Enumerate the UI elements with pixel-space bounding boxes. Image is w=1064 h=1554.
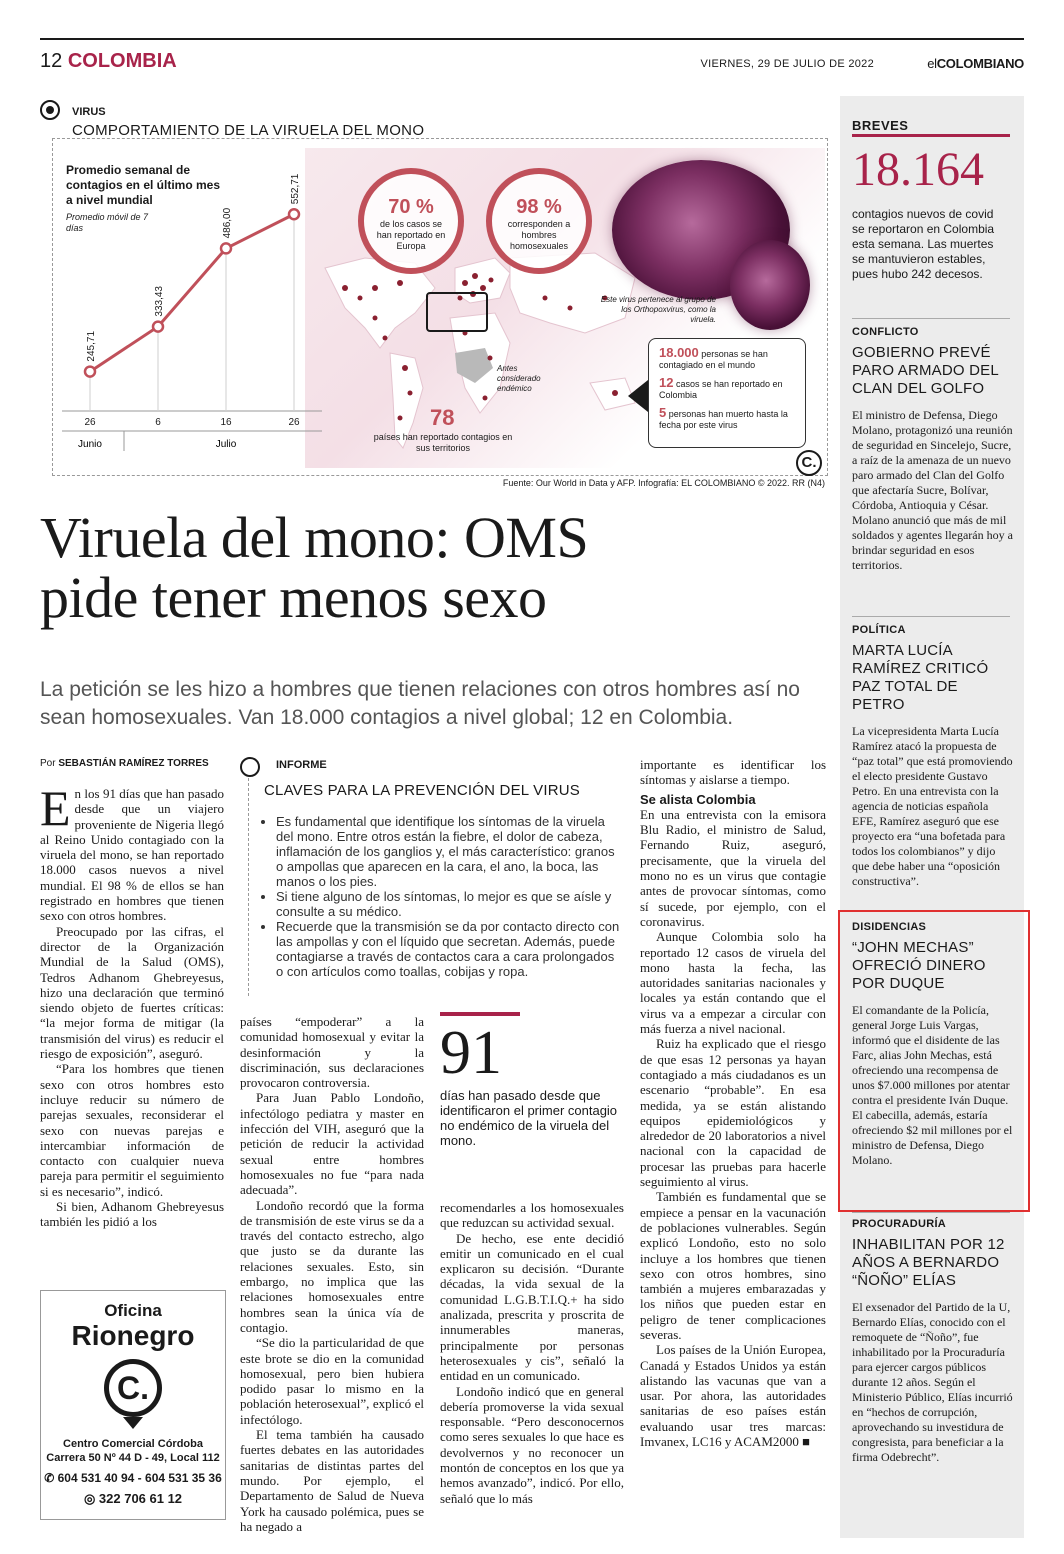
- article-column-1: [40, 780, 224, 1230]
- subheading: Se alista Colombia: [640, 791, 756, 807]
- page-section: [40, 50, 177, 73]
- sidebar-item-politica: [852, 624, 1014, 889]
- pullquote-text: días han pasado desde que identificaron el primer contagio no endémico de la viruela del mono.: [440, 1088, 618, 1148]
- sidebar-item-conflicto: [852, 326, 1014, 573]
- homosexual-percent-text: corresponden a hombres homosexuales: [507, 219, 571, 251]
- europe-percent-text: de los casos se han reportado en Europa: [376, 219, 446, 251]
- ad-line-1: Oficina: [104, 1301, 162, 1320]
- stat-deaths-value: 5: [659, 405, 667, 420]
- chart-subtitle: Promedio móvil de 7 días: [66, 212, 149, 233]
- breves-bar: [852, 134, 1010, 137]
- informe-label: INFORME: [276, 759, 327, 771]
- pullquote-bar: [440, 1012, 520, 1016]
- paragraph: Londoño recordó que la forma de transmisión de este virus se da a través del contacto estrecho, algo que justo se da durante las relaciones sexuales. Esto, sin embargo, no implica que las relaciones homosexuales entre hombres sean la única vía de contagio.: [240, 1197, 424, 1335]
- homosexual-percent-circle: [486, 168, 592, 274]
- stat-colombia: [659, 377, 795, 401]
- issue-date: VIERNES, 29 DE JULIO DE 2022: [700, 58, 874, 70]
- paragraph: Ruiz ha explicado que el riesgo de que esas 12 personas ya hayan contagiado a más ciudadanos es un escenario “probable”. En esa medida, ya se están alistando equipos epidemiológicos y alrededor de 20 laboratorios a nivel nacional con la capacidad de procesar las pruebas para hacerle seguimiento al virus.: [640, 1036, 826, 1190]
- stat-deaths-text: personas han muerto hasta la fecha por este virus: [659, 409, 788, 430]
- x-tick-label: 6: [155, 417, 161, 428]
- phone-icon: ✆: [44, 1471, 58, 1485]
- byline: [40, 758, 209, 769]
- stat-infected-text: personas se han contagiado en el mundo: [659, 349, 768, 370]
- data-label: 333,43: [154, 286, 165, 317]
- ad-whatsapp-number: 322 706 61 12: [98, 1491, 183, 1506]
- stat-colombia-value: 12: [659, 375, 674, 390]
- colombiano-logo-icon: C.: [796, 450, 822, 476]
- newspaper-logo: [927, 56, 1024, 71]
- brand-name: COLOMBIANO: [936, 56, 1024, 71]
- paragraph: En una entrevista con la emisora Blu Radio, el ministro de Salud, Fernando Ruiz, aseguró, precisamente, que la viruela del mono no es un virus que contagie antes de provocar síntomas, como sí sucede, por ejemplo, con el coronavirus.: [640, 806, 826, 929]
- location-pin-icon: C.: [104, 1359, 162, 1417]
- informe-rule: [248, 778, 250, 996]
- sidebar-divider: [852, 318, 1010, 319]
- series-line: [90, 214, 294, 371]
- whatsapp-icon: ◎: [83, 1491, 99, 1506]
- paragraph: Preocupado por las cifras, el director de la Organización Mundial de la Salud (OMS), Tedros Adhanom Ghebreyesus, hizo una declaración que terminó siendo objeto de fuertes críticas: “la mejor forma de mitigar (la transmisión del virus) es reducir el riesgo de exposición”, aseguró.: [40, 923, 224, 1062]
- pin-tip: [123, 1417, 143, 1429]
- x-tick-label: 16: [220, 417, 232, 428]
- breves-text: contagios nuevos de covid se reportaron en Colombia esta semana. Las muertes se mantuvieron estables, pues hubo 242 decesos.: [852, 207, 995, 281]
- paragraph: recomendarles a los homosexuales que reduzcan su actividad sexual.: [440, 1200, 624, 1231]
- sidebar-item-procuraduria: [852, 1218, 1014, 1465]
- informe-item: • Si tiene alguno de los síntomas, lo mejor es que se aísle y consulte a su médico.: [276, 889, 622, 919]
- paragraph: países “empoderar” a la comunidad homosexual y evitar la desinformación y la discriminación, sus declaraciones provocaron controversia.: [240, 1014, 424, 1091]
- header-rule: [40, 38, 1024, 40]
- infographic-source: Fuente: Our World in Data y AFP. Infografía: EL COLOMBIANO © 2022. RR (N4): [502, 478, 825, 488]
- virus-caption: Este virus pertenece al grupo de los Orthopoxvirus, como la viruela.: [600, 295, 716, 324]
- countries-count: 78: [430, 405, 455, 430]
- stats-box: [648, 338, 806, 448]
- sidebar-item-body: El ministro de Defensa, Diego Molano, protagonizó una reunión de seguridad en Sincelejo, Sucre, a raíz de la amenaza de un nuevo paro armado del Clan del Golfo que afectaría Sucre, Bolívar, Córdoba, Antioquia y César. Molano anunció que más de mil soldados y agentes llegarán hoy a brindar seguridad en esos territorios.: [852, 408, 1013, 572]
- breves-label: BREVES: [852, 118, 909, 133]
- endemic-label: Antes considerado endémico: [497, 364, 541, 393]
- article-column-4: [640, 757, 826, 1449]
- data-point: [289, 209, 299, 219]
- section-name: COLOMBIA: [67, 50, 177, 72]
- sidebar-item-head: GOBIERNO PREVÉ PARO ARMADO DEL CLAN DEL GOLFO: [852, 344, 999, 397]
- ad-phone-numbers: 604 531 40 94 - 604 531 35 36: [57, 1471, 222, 1485]
- article-column-3: [440, 1200, 624, 1506]
- data-point: [221, 243, 231, 253]
- paragraph: Para Juan Pablo Londoño, infectólogo pediatra y master en infección del VIH, aseguró que la petición de reducir la actividad sexual entre hombres homosexuales no fue “para nada adecuada”.: [240, 1090, 424, 1198]
- map-europe: [455, 258, 510, 303]
- sidebar-item-label: POLÍTICA: [852, 624, 906, 636]
- stat-deaths: [659, 407, 795, 431]
- month-label: Junio: [78, 439, 102, 450]
- x-tick-label: 26: [288, 417, 300, 428]
- data-point: [153, 322, 163, 332]
- informe-title: CLAVES PARA LA PREVENCIÓN DEL VIRUS: [264, 782, 580, 799]
- paragraph: “Para los hombres que tienen sexo con otros hombres esto incluye reducir su número de parejas sexuales, reconsiderar el sexo con nuevas parejas e intercambiar información de contacto con cualquier nueva pareja para permitir el seguimiento si es necesario”, indicó.: [40, 1061, 224, 1199]
- ad-address: Carrera 50 Nº 44 D - 49, Local 112: [46, 1452, 220, 1464]
- informe-item: • Es fundamental que identifique los síntomas de la viruela del mono. Entre otros están la fiebre, el dolor de cabeza, inflamación de los ganglios y, el más característico: granos o ampollas que aparecen en la cara, el ano, la boca, las manos o los pies.: [276, 814, 622, 889]
- data-label: 552,71: [290, 173, 301, 205]
- dropcap: E: [40, 780, 71, 836]
- article-deck: La petición se les hizo a hombres que tienen relaciones con otros hombres así no sean homosexuales. Van 18.000 contagios a nivel global; 12 en Colombia.: [40, 678, 800, 729]
- informe-item: • Recuerde que la transmisión se da por contacto directo con las ampollas y con el líquido que secretan. Además, puede contagiarse a través de contactos cara a cara prolongados o con artículos como toallas, cobijas y ropa.: [276, 919, 622, 979]
- ad-phones: [41, 1471, 225, 1485]
- data-point: [85, 367, 95, 377]
- homosexual-percent-value: 98 %: [516, 196, 562, 218]
- paragraph: “Se dio la particularidad de que este brote se dio en la comunidad homosexual, pero bien hubiera podido pasar lo mismo en la población heterosexual”, explicó el infectólogo.: [240, 1335, 424, 1427]
- sidebar-item-head: “JOHN MECHAS” OFRECIÓ DINERO POR DUQUE: [852, 939, 986, 992]
- sidebar-item-label: CONFLICTO: [852, 326, 919, 338]
- paragraph: También es fundamental que se empiece a pensar en la vacunación de poblaciones vulnerables. Según explicó Londoño, esto no solo incluye a los hombres que tienen sexo con otros hombres, sino también a mujeres embarazadas y los niños que pueden estar en peligro de tener complicaciones severas.: [640, 1189, 826, 1342]
- document-icon: [240, 757, 260, 777]
- europe-percent-circle: [358, 168, 464, 274]
- headline-line-2: pide tener menos sexo: [40, 565, 547, 630]
- sidebar-item-label: PROCURADURÍA: [852, 1218, 947, 1230]
- article-column-2: [240, 1014, 424, 1534]
- pullquote-number: 91: [440, 1019, 502, 1087]
- paragraph: importante es identificar los síntomas y aislarse a tiempo.: [640, 757, 826, 788]
- infographic-title: COMPORTAMIENTO DE LA VIRUELA DEL MONO: [72, 122, 425, 139]
- ad-whatsapp: [41, 1491, 225, 1507]
- chart-title: Promedio semanal de contagios en el último mes a nivel mundial: [66, 163, 221, 207]
- virus-image-small: [730, 240, 810, 330]
- paragraph: Si bien, Adhanom Ghebreyesus también les pidió a los: [40, 1199, 224, 1230]
- paragraph: El tema también ha causado fuertes debates en las autoridades sanitarias de distintas partes del mundo. Por ejemplo, el Departamento de Salud de Nueva York ha causado polémica, pues se ha negado a: [240, 1427, 424, 1534]
- sidebar-item-head: INHABILITAN POR 12 AÑOS A BERNARDO “ÑOÑO” ELÍAS: [852, 1236, 1005, 1289]
- page-number: 12: [40, 50, 63, 72]
- ad-line-2: Rionegro: [71, 1320, 195, 1351]
- brand-prefix: el: [927, 56, 937, 71]
- article-headline: [40, 505, 820, 630]
- month-label: Julio: [215, 439, 237, 450]
- stat-infected: [659, 347, 795, 371]
- infographic-label: VIRUS: [72, 106, 106, 118]
- arrow-left-icon: [628, 380, 648, 412]
- byline-prefix: Por: [40, 758, 56, 769]
- stat-colombia-text: casos se han reportado en Colombia: [659, 379, 783, 400]
- europe-percent-value: 70 %: [388, 196, 434, 218]
- byline-name: SEBASTIÁN RAMÍREZ TORRES: [58, 758, 209, 769]
- paragraph: Aunque Colombia solo ha reportado 12 casos de viruela del mono hasta la fecha, las autoridades sanitarias nacionales y locales ya están contando que el virus va a empezar a circular con más fuerza a nivel nacional.: [640, 929, 826, 1037]
- paragraph: De hecho, ese ente decidió emitir un comunicado en el cual explicaron su decisión. “Durante décadas, la vida sexual de la comunidad L.G.B.T.I.Q.+ ha sido analizada, prescrita y proscrita de innumerables maneras, principalmente por personas heterosexuales y cis”, señaló la entidad en un comunicado.: [440, 1230, 624, 1384]
- ad-line-3: [41, 1437, 225, 1465]
- x-tick-label: 26: [84, 417, 96, 428]
- sidebar-item-label: DISIDENCIAS: [852, 921, 927, 933]
- data-label: 245,71: [86, 330, 97, 362]
- sidebar-item-disidencias: [852, 921, 1014, 1168]
- paragraph-text: n los 91 días que han pasado desde que un viajero proveniente de Nigeria llegó al Reino Unido contagiado con la viruela del mono, se han reportado 18.000 casos nuevos a nivel mundial. El 98 % de ellos se han registrado en hombres que tienen sexo con otros hombres.: [40, 786, 224, 924]
- stat-infected-value: 18.000: [659, 345, 699, 360]
- paragraph: Los países de la Unión Europea, Canadá y Estados Unidos ya están alistando las vacunas que van a usar. Por ahora, las autoridades sanitarias de eso países están evaluando usar tres marcas: Imvanex, LC16 y ACAM2000 ■: [640, 1342, 826, 1450]
- ad-venue: Centro Comercial Córdoba: [63, 1438, 203, 1450]
- advertisement[interactable]: [40, 1290, 226, 1520]
- sidebar-item-body: El comandante de la Policía, general Jorge Luis Vargas, informó que el disidente de las Farc, alias John Mechas, está ofreciendo una recompensa de unos $7.000 millones por atentar contra el presidente Iván Duque. El cabecilla, además, estaría ofreciendo $2 mil millones por el ministro de Defensa, Diego Molano.: [852, 1003, 1013, 1167]
- headline-line-1: Viruela del mono: OMS: [40, 505, 589, 570]
- breves-number: 18.164: [852, 143, 984, 196]
- data-label: 486,00: [222, 207, 233, 239]
- informe-list: [264, 814, 622, 979]
- paragraph: [40, 780, 224, 924]
- sidebar-item-body: La vicepresidenta Marta Lucía Ramírez atacó la propuesta de “paz total” que está promoviendo el electo presidente Gustavo Petro. En una entrevista con la agencia de noticias española EFE, Ramírez aseguró que ese proyecto era “una bofetada para todos los colombianos” y dijo que debe haber una “oposición constructiva”.: [852, 724, 1013, 888]
- sidebar-divider: [852, 1212, 1010, 1213]
- sidebar-item-head: MARTA LUCÍA RAMÍREZ CRITICÓ PAZ TOTAL DE PETRO: [852, 642, 989, 713]
- paragraph: Londoño indicó que en general debería promoverse la vida sexual responsable. “Pero desconocernos como seres sexuales lo que hace es devolvernos y no reconocer un montón de conceptos en los que ya hemos avanzado”, indicó. Por ello, señaló que lo más: [440, 1383, 624, 1506]
- sidebar-item-body: El exsenador del Partido de la U, Bernardo Elías, conocido con el remoquete de “Ñoño”, fue inhabilitado por la Procuraduría para ejercer cargos públicos durante 12 años. Según el Ministerio Público, Elías incurrió en “hechos de corrupción, aprovechando su investidura de congresista, para beneficiar a la firma Odebrecht”.: [852, 1300, 1013, 1464]
- countries-text: países han reportado contagios en sus territorios: [373, 432, 513, 453]
- virus-icon: [40, 100, 60, 120]
- line-chart: [62, 150, 322, 460]
- sidebar-divider: [852, 616, 1010, 617]
